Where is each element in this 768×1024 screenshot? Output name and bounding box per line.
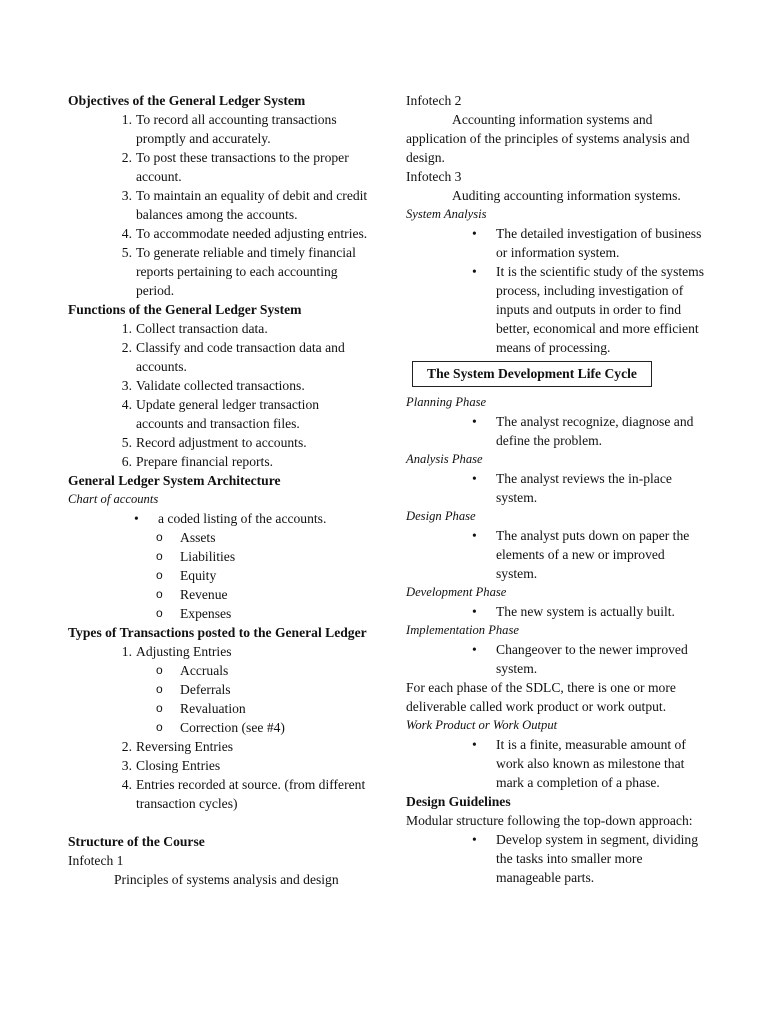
list-item: o Assets (156, 530, 216, 545)
list-item: • It is a finite, measurable amount of work also known as milestone that mark a completion of a phase. (472, 737, 686, 790)
list-item: • The detailed investigation of business or information system. (472, 226, 702, 260)
account-types-list (68, 528, 368, 623)
architecture-heading: General Ledger System Architecture (68, 473, 281, 488)
list-item: 1. To record all accounting transactions promptly and accurately. (121, 112, 337, 146)
bullet-icon: • (472, 414, 477, 429)
bullet-icon: • (472, 604, 477, 619)
sub-bullet-icon: o (156, 530, 163, 544)
deliverable-text: For each phase of the SDLC, there is one or more deliverable called work product or work output. (406, 680, 676, 714)
work-product-list (406, 735, 706, 792)
transaction-types-list-cont (68, 737, 368, 813)
sub-bullet-icon: o (156, 720, 163, 734)
sub-bullet-icon: o (156, 701, 163, 715)
work-product-label: Work Product or Work Output (406, 718, 558, 732)
list-item: 2. Classify and code transaction data and accounts. (121, 340, 345, 374)
list-item: 5. Record adjustment to accounts. (121, 435, 307, 450)
list-item: 4. Update general ledger transaction accounts and transaction files. (121, 397, 320, 431)
list-item: 4. To accommodate needed adjusting entries. (121, 226, 368, 241)
list-item: o Revenue (156, 587, 228, 602)
planning-phase-label: Planning Phase (406, 395, 487, 409)
list-item: 3. Validate collected transactions. (121, 378, 305, 393)
sub-bullet-icon: o (156, 606, 163, 620)
chart-of-accounts-label: Chart of accounts (68, 492, 159, 506)
list-item: o Correction (see #4) (156, 720, 285, 735)
list-item: • a coded listing of the accounts. (134, 511, 327, 526)
infotech2-text: Accounting information systems and application of the principles of systems analysis and design. (406, 112, 690, 165)
design-phase-label: Design Phase (406, 509, 476, 523)
development-phase-list (406, 602, 706, 621)
development-phase-label: Development Phase (406, 585, 507, 599)
transaction-types-heading: Types of Transactions posted to the General Ledger (68, 625, 367, 640)
chart-of-accounts-list (68, 509, 368, 528)
list-item: o Liabilities (156, 549, 236, 564)
structure-heading: Structure of the Course (68, 834, 205, 849)
objectives-heading: Objectives of the General Ledger System (68, 93, 306, 108)
right-column (406, 91, 706, 887)
list-item: • Develop system in segment, dividing the tasks into smaller more manageable parts. (472, 832, 698, 885)
infotech1-label: Infotech 1 (68, 853, 124, 868)
bullet-icon: • (472, 737, 477, 752)
list-item: 2. Reversing Entries (121, 739, 234, 754)
list-item: • The analyst recognize, diagnose and define the problem. (472, 414, 694, 448)
list-item: o Equity (156, 568, 217, 583)
implementation-phase-list (406, 640, 706, 678)
bullet-icon: • (472, 226, 477, 241)
modular-text: Modular structure following the top-down approach: (406, 813, 693, 828)
infotech2-label: Infotech 2 (406, 93, 462, 108)
left-column (68, 91, 368, 889)
design-guidelines-heading: Design Guidelines (406, 794, 511, 809)
list-item: 3. Closing Entries (121, 758, 221, 773)
system-analysis-label: System Analysis (406, 207, 487, 221)
list-item: • It is the scientific study of the systems process, including investigation of inputs and outputs in order to find better, economical and more efficient means of processing. (472, 264, 705, 355)
adjusting-entries-list (68, 661, 368, 737)
list-item: 4. Entries recorded at source. (from different transaction cycles) (121, 777, 366, 811)
list-item: 3. To maintain an equality of debit and credit balances among the accounts. (121, 188, 368, 222)
bullet-icon: • (472, 642, 477, 657)
implementation-phase-label: Implementation Phase (406, 623, 519, 637)
list-item: • The new system is actually built. (472, 604, 675, 619)
sub-bullet-icon: o (156, 682, 163, 696)
analysis-phase-list (406, 469, 706, 507)
list-item: 6. Prepare financial reports. (121, 454, 274, 469)
transaction-types-list (68, 642, 368, 661)
list-item: 5. To generate reliable and timely financial reports pertaining to each accounting period. (121, 245, 356, 298)
sub-bullet-icon: o (156, 568, 163, 582)
list-item: • The analyst reviews the in-place system. (472, 471, 672, 505)
sub-bullet-icon: o (156, 663, 163, 677)
bullet-icon: • (472, 528, 477, 543)
infotech3-text: Auditing accounting information systems. (452, 188, 681, 203)
sub-bullet-icon: o (156, 587, 163, 601)
list-item: • The analyst puts down on paper the elements of a new or improved system. (472, 528, 690, 581)
system-analysis-list (406, 224, 706, 357)
infotech1-text: Principles of systems analysis and design (114, 872, 339, 887)
bullet-icon: • (472, 832, 477, 847)
analysis-phase-label: Analysis Phase (406, 452, 483, 466)
list-item: • Changeover to the newer improved system. (472, 642, 688, 676)
modular-list (406, 830, 706, 887)
list-item: o Revaluation (156, 701, 246, 716)
list-item: o Deferrals (156, 682, 231, 697)
sub-bullet-icon: o (156, 549, 163, 563)
infotech3-label: Infotech 3 (406, 169, 462, 184)
design-phase-list (406, 526, 706, 583)
objectives-list (68, 110, 368, 300)
functions-list (68, 319, 368, 471)
functions-heading: Functions of the General Ledger System (68, 302, 302, 317)
planning-phase-list (406, 412, 706, 450)
bullet-icon: • (472, 264, 477, 279)
list-item: 2. To post these transactions to the proper account. (121, 150, 349, 184)
sdlc-title-box: The System Development Life Cycle (412, 361, 652, 387)
bullet-icon: • (472, 471, 477, 486)
list-item: 1. Adjusting Entries (121, 644, 232, 659)
list-item: 1. Collect transaction data. (121, 321, 268, 336)
bullet-icon: • (134, 511, 139, 526)
spacer (68, 813, 368, 832)
list-item: o Accruals (156, 663, 229, 678)
list-item: o Expenses (156, 606, 232, 621)
